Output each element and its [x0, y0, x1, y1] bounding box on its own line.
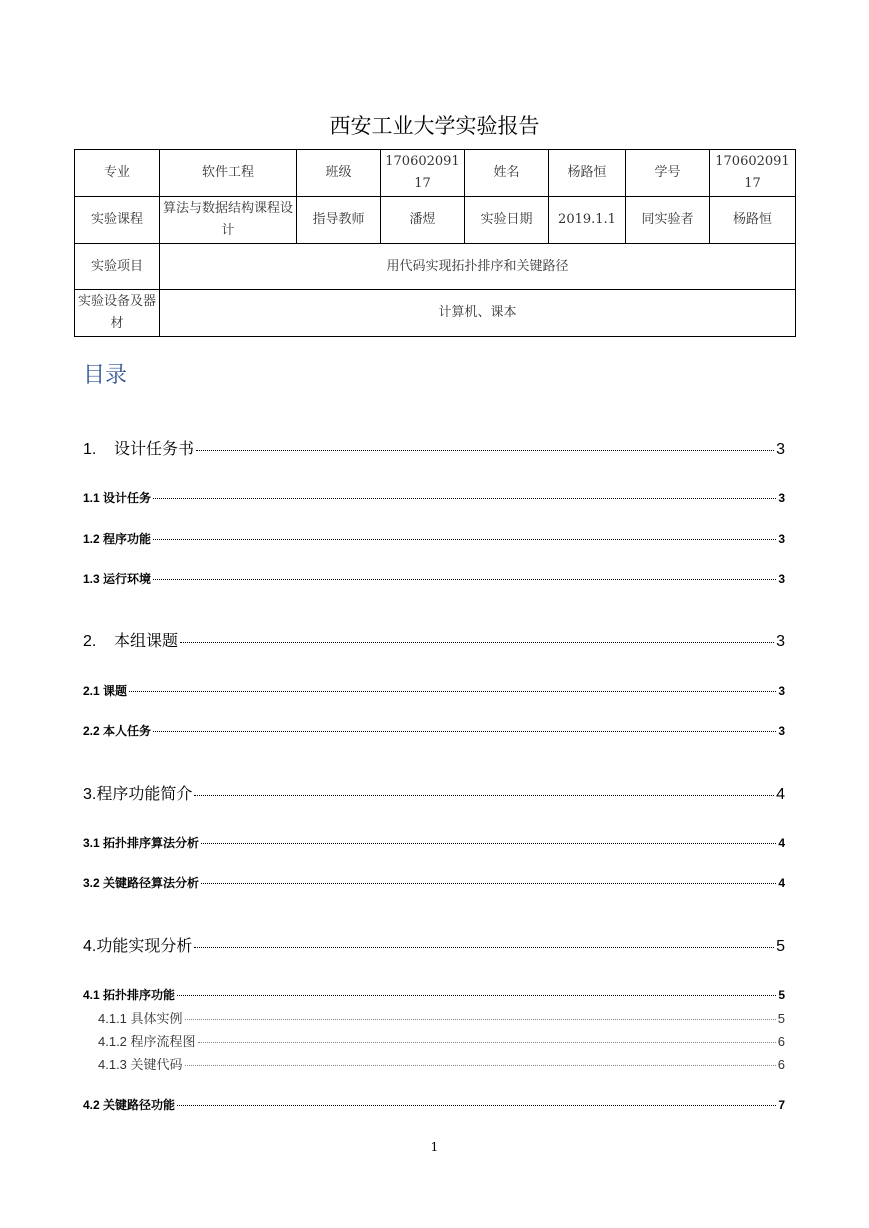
toc-text: 2.1 课题: [83, 684, 128, 698]
toc-page: 4: [778, 876, 785, 890]
toc-page: 5: [776, 938, 785, 955]
toc-page: 3: [776, 633, 785, 650]
project-label: 实验项目: [75, 244, 160, 290]
toc-entry[interactable]: 2. 本组课题 3: [83, 628, 785, 651]
toc-page: 6: [777, 1034, 785, 1049]
toc-page: 4: [778, 836, 785, 850]
project-value: 用代码实现拓扑排序和关键路径: [160, 244, 796, 290]
partner-label: 同实验者: [626, 197, 710, 244]
id-label: 学号: [626, 150, 710, 197]
date-label: 实验日期: [465, 197, 549, 244]
toc-text: 3.程序功能简介: [83, 786, 193, 803]
toc-page: 5: [778, 988, 785, 1002]
toc-page: 4: [776, 786, 785, 803]
major-label: 专业: [75, 150, 160, 197]
name-value: 杨路恒: [549, 150, 626, 197]
toc-page: 5: [777, 1011, 785, 1026]
toc-page: 3: [778, 572, 785, 586]
toc-text: 4.1.1 具体实例: [98, 1011, 183, 1026]
course-label: 实验课程: [75, 197, 160, 244]
toc-page: 3: [778, 684, 785, 698]
class-value: 17060209117: [381, 150, 465, 197]
teacher-value: 潘煜: [381, 197, 465, 244]
teacher-label: 指导教师: [297, 197, 381, 244]
toc-entry[interactable]: [83, 781, 785, 804]
toc-text: 1.3 运行环境: [83, 572, 152, 586]
toc-page: 3: [778, 532, 785, 546]
class-label: 班级: [297, 150, 381, 197]
toc-entry[interactable]: [83, 933, 785, 956]
toc-entry[interactable]: [83, 530, 785, 547]
partner-value: 杨路恒: [710, 197, 796, 244]
toc-entry[interactable]: [83, 682, 785, 699]
toc-entry[interactable]: [83, 570, 785, 587]
toc-text: 4.1 拓扑排序功能: [83, 988, 176, 1002]
toc-text: 设计任务书: [114, 441, 195, 458]
name-label: 姓名: [465, 150, 549, 197]
toc-entry[interactable]: [83, 834, 785, 851]
date-value: 2019.1.1: [549, 197, 626, 244]
info-table: [74, 149, 796, 337]
toc-text: 4.1.3 关键代码: [98, 1057, 183, 1072]
toc-entry[interactable]: [98, 1008, 785, 1027]
toc-page: 7: [778, 1098, 785, 1112]
toc-entry[interactable]: [83, 874, 785, 891]
toc-entry[interactable]: [83, 489, 785, 506]
toc-text: 2.2 本人任务: [83, 724, 152, 738]
toc-page: 3: [776, 441, 785, 458]
toc-entry[interactable]: 1. 设计任务书 3: [83, 436, 785, 459]
toc-text: 4.1.2 程序流程图: [98, 1034, 196, 1049]
equipment-label: 实验设备及器材: [75, 290, 160, 337]
equipment-value: 计算机、课本: [160, 290, 796, 337]
toc-text: 1.2 程序功能: [83, 532, 152, 546]
toc-page: 3: [778, 724, 785, 738]
course-value: 算法与数据结构课程设计: [160, 197, 297, 244]
toc-entry[interactable]: [83, 986, 785, 1003]
toc-text: 3.1 拓扑排序算法分析: [83, 836, 200, 850]
toc-entry[interactable]: [98, 1054, 785, 1073]
report-title: 西安工业大学实验报告: [329, 114, 540, 138]
toc-text: 3.2 关键路径算法分析: [83, 876, 200, 890]
toc-entry[interactable]: [98, 1031, 785, 1050]
toc-title: 目录: [83, 363, 128, 388]
page-number: 1: [430, 1140, 439, 1154]
toc-text: 4.功能实现分析: [83, 938, 193, 955]
toc-entry[interactable]: [83, 1096, 785, 1113]
toc-text: 4.2 关键路径功能: [83, 1098, 176, 1112]
toc-entry[interactable]: [83, 722, 785, 739]
toc-page: 6: [777, 1057, 785, 1072]
toc-text: 本组课题: [114, 633, 179, 650]
major-value: 软件工程: [160, 150, 297, 197]
toc-page: 3: [778, 491, 785, 505]
id-value: 17060209117: [710, 150, 796, 197]
toc-text: 1.1 设计任务: [83, 491, 152, 505]
